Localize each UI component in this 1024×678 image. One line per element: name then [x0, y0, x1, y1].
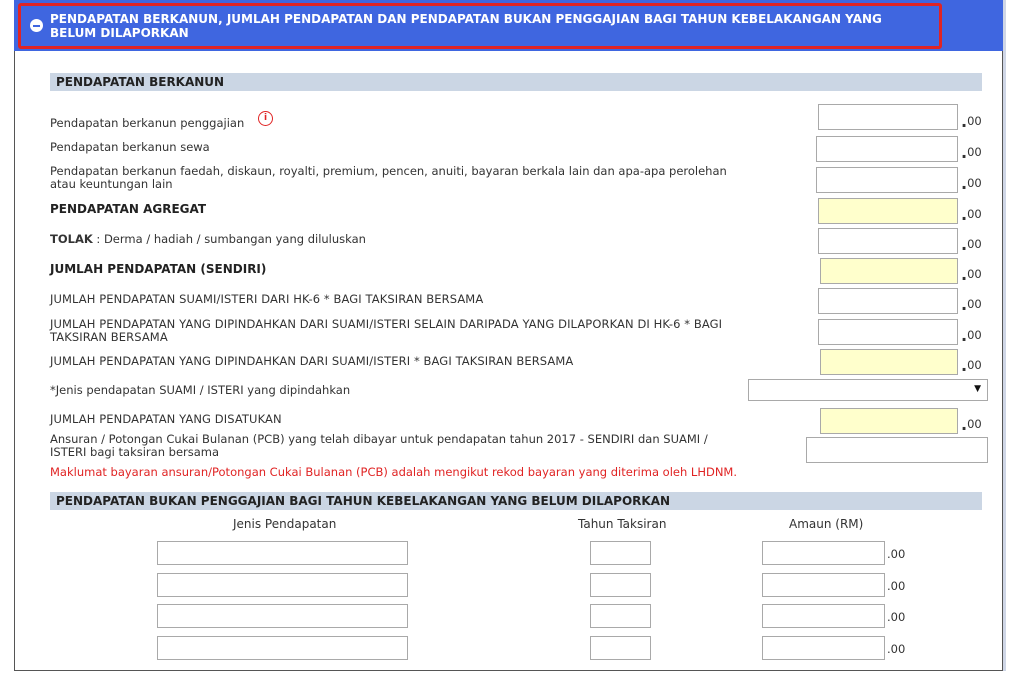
decimal-suffix: .00 [887, 610, 906, 624]
column-header-amount: Amaun (RM) [789, 517, 864, 531]
decimal-suffix: .00 [961, 112, 982, 131]
amount-input[interactable] [762, 573, 885, 597]
label-aggregate-income: PENDAPATAN AGREGAT [50, 202, 207, 216]
section-heading-non-employment: PENDAPATAN BUKAN PENGGAJIAN BAGI TAHUN KEBELAKANGAN YANG BELUM DILAPORKAN [50, 492, 982, 510]
deduction-text: : Derma / hadiah / sumbangan yang diluluskan [92, 232, 366, 246]
label-total-income-self: JUMLAH PENDAPATAN (SENDIRI) [50, 262, 267, 276]
donation-input[interactable] [818, 228, 958, 254]
decimal-suffix: .00 [961, 143, 982, 162]
decimal-suffix: .00 [961, 326, 982, 345]
spouse-income-type-select[interactable] [748, 379, 988, 401]
income-type-input[interactable] [157, 541, 408, 565]
label-combined-income: JUMLAH PENDAPATAN YANG DISATUKAN [50, 412, 282, 426]
decimal-suffix: .00 [961, 205, 982, 224]
decimal-suffix: .00 [961, 295, 982, 314]
transferred-joint-field [820, 349, 958, 375]
label-statutory-rent: Pendapatan berkanun sewa [50, 140, 210, 154]
decimal-suffix: .00 [887, 547, 906, 561]
label-pcb-paid: Ansuran / Potongan Cukai Bulanan (PCB) yang telah dibayar untuk pendapatan tahun 2017 - SENDIRI dan SUAMI / ISTERI bagi taksiran bersama [50, 432, 708, 459]
label-statutory-employment: Pendapatan berkanun penggajian [50, 116, 245, 130]
amount-input[interactable] [762, 636, 885, 660]
decimal-suffix: .00 [961, 265, 982, 284]
amount-input[interactable] [762, 604, 885, 628]
decimal-suffix: .00 [961, 415, 982, 434]
label-transferred-other: JUMLAH PENDAPATAN YANG DIPINDAHKAN DARI SUAMI/ISTERI SELAIN DARIPADA YANG DILAPORKAN DI HK-6 * BAGI TAKSIRAN BERSAMA [50, 317, 723, 344]
decimal-suffix: .00 [887, 579, 906, 593]
aggregate-income-field [818, 198, 958, 224]
section-heading-statutory: PENDAPATAN BERKANUN [50, 73, 982, 91]
column-header-assessment-year: Tahun Taksiran [578, 517, 667, 531]
statutory-other-input[interactable] [816, 167, 958, 193]
panel-title[interactable]: PENDAPATAN BERKANUN, JUMLAH PENDAPATAN DAN PENDAPATAN BUKAN PENGGAJIAN BAGI TAHUN KEBELAKANGAN YANG BELUM DILAPORKAN [50, 12, 882, 40]
label-spouse-income-type: *Jenis pendapatan SUAMI / ISTERI yang dipindahkan [50, 383, 351, 397]
label-deduction-donation [50, 233, 366, 246]
statutory-rent-input[interactable] [816, 136, 958, 162]
column-header-income-type: Jenis Pendapatan [233, 517, 337, 531]
combined-income-field [820, 408, 958, 434]
income-type-input[interactable] [157, 573, 408, 597]
income-type-input[interactable] [157, 636, 408, 660]
decimal-suffix: .00 [961, 356, 982, 375]
assessment-year-input[interactable] [590, 573, 651, 597]
panel-shadow [1003, 0, 1006, 671]
transferred-other-input[interactable] [818, 319, 958, 345]
decimal-suffix: .00 [961, 235, 982, 254]
chevron-down-icon: ▼ [974, 384, 981, 394]
tolak-label: TOLAK [50, 232, 93, 246]
amount-input[interactable] [762, 541, 885, 565]
info-icon[interactable]: i [258, 111, 273, 126]
total-income-self-field [820, 258, 958, 284]
income-type-input[interactable] [157, 604, 408, 628]
statutory-employment-input[interactable] [818, 104, 958, 130]
spouse-income-hk6-input[interactable] [818, 288, 958, 314]
label-statutory-other: Pendapatan berkanun faedah, diskaun, royalti, premium, pencen, anuiti, bayaran berkala lain dan apa-apa perolehan atau keuntungan lain [50, 164, 727, 191]
assessment-year-input[interactable] [590, 604, 651, 628]
decimal-suffix: .00 [887, 642, 906, 656]
label-spouse-income-hk6: JUMLAH PENDAPATAN SUAMI/ISTERI DARI HK-6 * BAGI TAKSIRAN BERSAMA [50, 292, 484, 306]
assessment-year-input[interactable] [590, 636, 651, 660]
pcb-note: Maklumat bayaran ansuran/Potongan Cukai Bulanan (PCB) adalah mengikut rekod bayaran yang diterima oleh LHDNM. [50, 465, 737, 479]
highlight-outline [18, 3, 942, 49]
assessment-year-input[interactable] [590, 541, 651, 565]
pcb-paid-input[interactable] [806, 437, 988, 463]
decimal-suffix: .00 [961, 174, 982, 193]
label-transferred-joint: JUMLAH PENDAPATAN YANG DIPINDAHKAN DARI SUAMI/ISTERI * BAGI TAKSIRAN BERSAMA [50, 354, 574, 368]
